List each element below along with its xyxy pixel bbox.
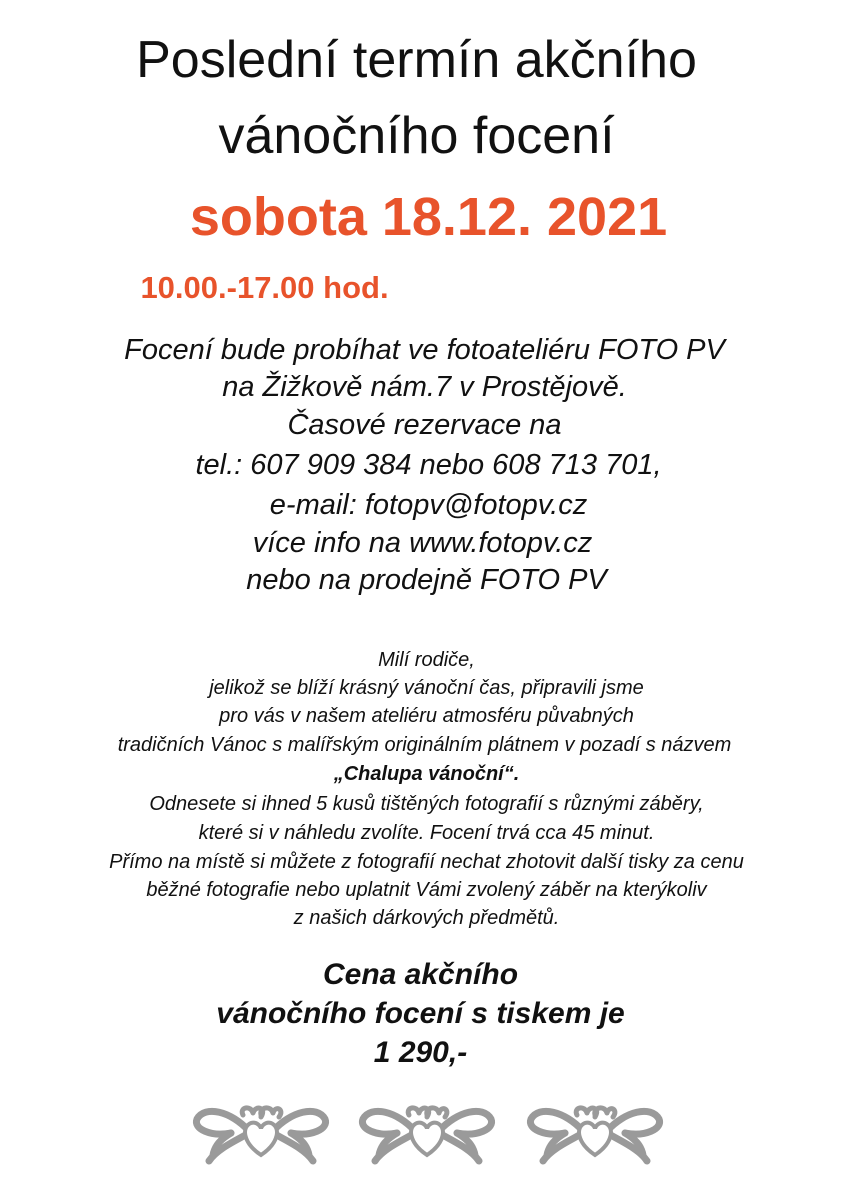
message-line: které si v náhledu zvolíte. Focení trvá cca 45 minut. [198,822,655,844]
heart-bow-icon [191,1097,331,1167]
price-heading-line-1: Cena akčního [322,958,519,991]
info-line-website: více info na www.fotopv.cz [252,527,593,559]
message-line: pro vás v našem ateliéru atmosféru půvabných [219,705,634,727]
info-line-address: na Žižkově nám.7 v Prostějově. [222,371,627,403]
info-line-shop: nebo na prodejně FOTO PV [246,564,607,596]
info-line-email: e-mail: fotopv@fotopv.cz [269,489,588,521]
heart-bow-icon [525,1097,665,1167]
info-line-location: Focení bude probíhat ve fotoateliéru FOTO PV [124,334,725,366]
page-title-line-1: Poslední termín akčního [136,31,697,89]
heart-bow-icon [357,1097,497,1167]
message-backdrop-name: „Chalupa vánoční“. [333,763,520,785]
message-line-greeting: Milí rodiče, [378,649,475,671]
event-hours: 10.00.-17.00 hod. [140,270,389,305]
price-amount: 1 290,- [373,1036,468,1069]
event-date: sobota 18.12. 2021 [189,187,668,247]
message-line: jelikož se blíží krásný vánoční čas, připravili jsme [209,677,644,699]
info-line-phone: tel.: 607 909 384 nebo 608 713 701, [195,449,662,481]
message-line: Odnesete si ihned 5 kusů tištěných fotografií s různými záběry, [149,793,704,815]
info-line-reservations: Časové rezervace na [287,409,562,441]
message-line: z našich dárkových předmětů. [293,907,560,929]
message-line: běžné fotografie nebo uplatnit Vámi zvolený záběr na kterýkoliv [146,879,707,901]
page-title-line-2: vánočního focení [218,107,615,165]
message-line: tradičních Vánoc s malířským originálním plátnem v pozadí s názvem [117,734,732,756]
price-heading-line-2: vánočního focení s tiskem je [216,997,625,1030]
message-line: Přímo na místě si můžete z fotografií nechat zhotovit další tisky za cenu [109,851,744,873]
